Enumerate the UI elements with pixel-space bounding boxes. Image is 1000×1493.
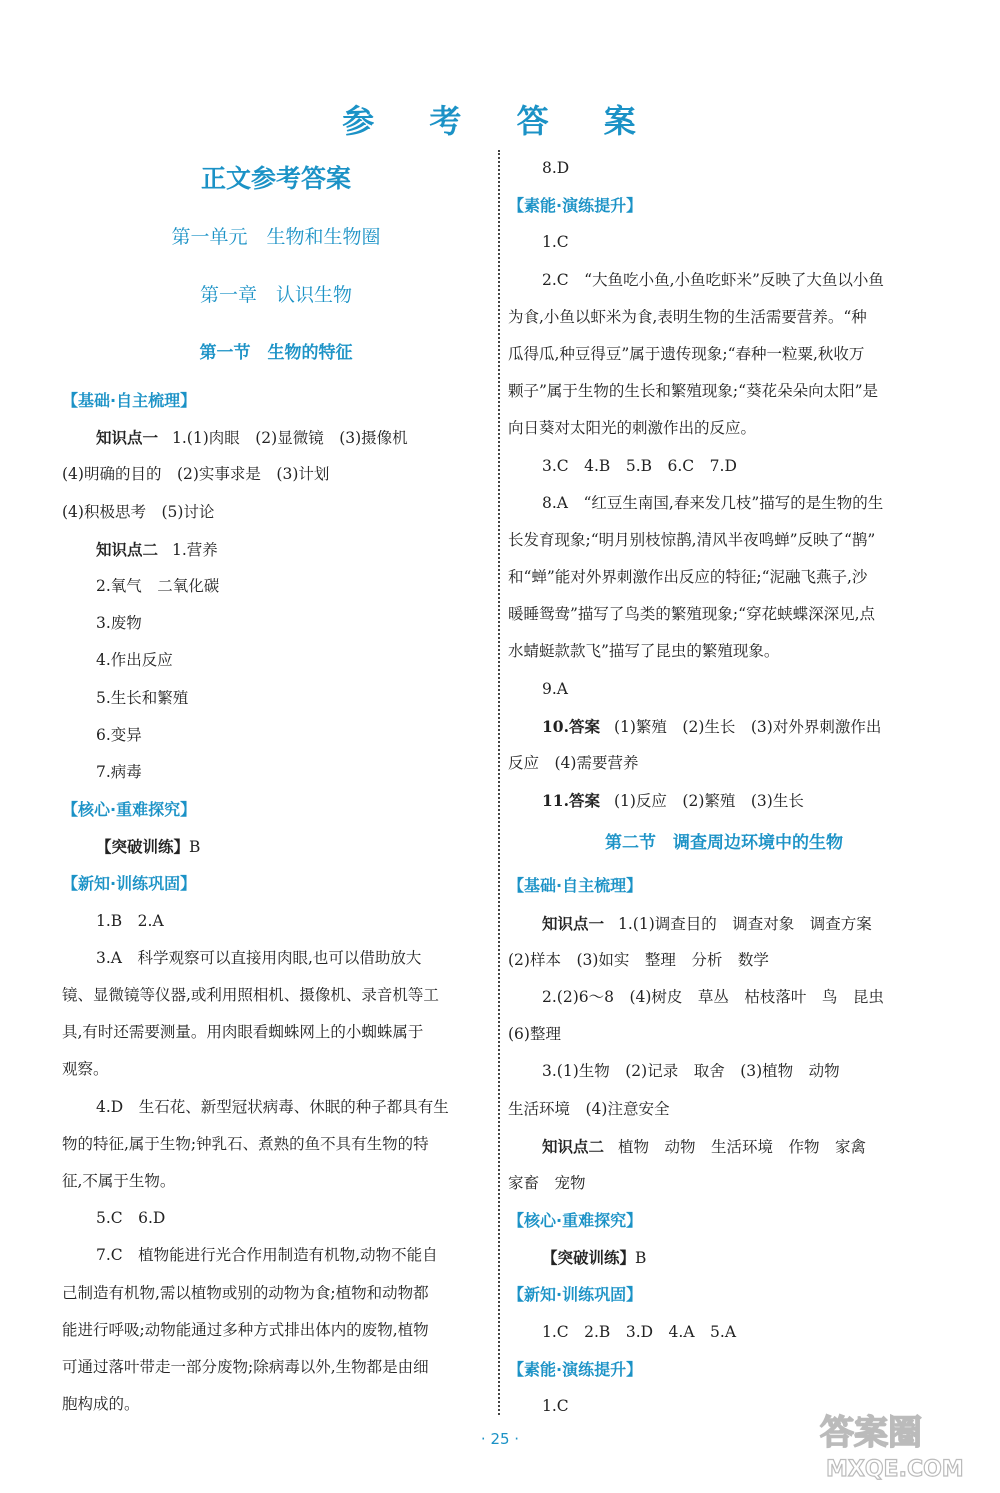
answer-line: 8.A “红豆生南国,春来发几枝”描写的是生物的生	[542, 493, 884, 512]
answer-line: 1.B 2.A	[96, 911, 164, 930]
answer-line: 4.D 生石花、新型冠状病毒、休眠的种子都具有生	[96, 1097, 449, 1116]
answer-line: 能进行呼吸;动物能通过多种方式排出体内的废物,植物	[62, 1320, 429, 1339]
answer-line: 【突破训练】B	[542, 1248, 647, 1268]
knowledge-label: 知识点二	[96, 539, 159, 559]
unit-heading: 第一单元 生物和生物圈	[171, 226, 381, 248]
tag-core: 【核心·重难探究】	[62, 800, 197, 820]
answer-line: 知识点一 1.(1)肉眼 (2)显微镜 (3)摄像机	[96, 428, 408, 448]
answer-line: (6)整理	[508, 1025, 561, 1044]
answer-line: 长发育现象;“明月别枝惊鹊,清风半夜鸣蝉”反映了“鹊”	[508, 530, 876, 549]
answer-line: 【突破训练】B	[96, 837, 201, 857]
tag-suneng: 【素能·演练提升】	[508, 196, 643, 216]
answer-line: 3.废物	[96, 614, 142, 633]
answer-line: 5.C 6.D	[96, 1209, 166, 1228]
answer-line: 1.C	[542, 233, 569, 252]
answer-line: 2.(2)6～8 (4)树皮 草丛 枯枝落叶 鸟 昆虫	[542, 987, 884, 1006]
column-divider	[498, 150, 500, 1415]
answer-line: 3.C 4.B 5.B 6.C 7.D	[542, 456, 737, 475]
watermark-logo	[812, 1404, 992, 1484]
tag-core: 【核心·重难探究】	[508, 1211, 643, 1231]
answer-line: 7.C 植物能进行光合作用制造有机物,动物不能自	[96, 1246, 438, 1265]
answer-line: (4)明确的目的 (2)实事求是 (3)计划	[62, 465, 330, 484]
svg-text:答案圈: 答案圈	[820, 1413, 922, 1453]
svg-text:MXQE.COM: MXQE.COM	[826, 1457, 964, 1482]
answer-line: 8.D	[542, 159, 570, 177]
left-column	[62, 150, 490, 1423]
answer-line: 7.病毒	[96, 762, 142, 781]
tag-basic: 【基础·自主梳理】	[508, 876, 643, 896]
answer-line: 10.答案 (1)繁殖 (2)生长 (3)对外界刺激作出	[542, 716, 882, 736]
answer-line: 镜、显微镜等仪器,或利用照相机、摄像机、录音机等工	[62, 986, 439, 1004]
answer-line: 3.A 科学观察可以直接用肉眼,也可以借助放大	[96, 948, 422, 967]
section-title: 第一节 生物的特征	[199, 343, 353, 363]
answer-line: 水蜻蜓款款飞”描写了昆虫的繁殖现象。	[508, 642, 780, 661]
answer-line: 可通过落叶带走一部分废物;除病毒以外,生物都是由细	[62, 1357, 429, 1376]
tag-suneng: 【素能·演练提升】	[508, 1359, 643, 1379]
answer-line: 暖睡鸳鸯”描写了鸟类的繁殖现象;“穿花蛱蝶深深见,点	[508, 605, 875, 624]
answer-line: 4.作出反应	[96, 651, 173, 670]
knowledge-label: 知识点一	[542, 913, 605, 933]
answer-line: 家畜 宠物	[508, 1173, 586, 1192]
page-title: 参 考 答 案	[342, 102, 658, 140]
page-number: · 25 ·	[480, 1430, 520, 1448]
answer-line: 具,有时还需要测量。用肉眼看蜘蛛网上的小蜘蛛属于	[62, 1023, 424, 1042]
answer-line: 知识点一 1.(1)调查目的 调查对象 调查方案	[542, 913, 872, 933]
answer-line: 1.C	[542, 1397, 569, 1415]
answer-line: 为食,小鱼以虾米为食,表明生物的生活需要营养。“种	[508, 307, 867, 326]
right-column	[508, 150, 940, 1425]
answer-line: 6.变异	[96, 725, 142, 744]
answer-line: 颗子”属于生物的生长和繁殖现象;“葵花朵朵向太阳”是	[508, 382, 878, 401]
answer-line: 生活环境 (4)注意安全	[508, 1099, 670, 1118]
answer-line: 3.(1)生物 (2)记录 取舍 (3)植物 动物	[542, 1062, 840, 1081]
answer-line: 和“蝉”能对外界刺激作出反应的特征;“泥融飞燕子,沙	[508, 568, 868, 587]
tag-basic: 【基础·自主梳理】	[62, 391, 197, 410]
answer-line: 5.生长和繁殖	[96, 688, 189, 707]
answer-line: 反应 (4)需要营养	[508, 754, 639, 772]
answer-line: 11.答案 (1)反应 (2)繁殖 (3)生长	[542, 791, 804, 811]
chapter-heading: 第一章 认识生物	[199, 284, 352, 306]
answer-line: 物的特征,属于生物;钟乳石、煮熟的鱼不具有生物的特	[62, 1134, 429, 1153]
answer-line: 向日葵对太阳光的刺激作出的反应。	[508, 419, 757, 438]
knowledge-label: 知识点一	[96, 428, 159, 448]
answer-line: 瓜得瓜,种豆得豆”属于遗传现象;“春种一粒粟,秋收万	[508, 344, 865, 363]
answer-line: 知识点二 1.营养	[96, 539, 218, 559]
section-title: 第二节 调查周边环境中的生物	[605, 833, 843, 854]
answer-line: 己制造有机物,需以植物或别的动物为食;植物和动物都	[62, 1283, 429, 1302]
answer-line: 观察。	[62, 1060, 109, 1079]
tag-new: 【新知·训练巩固】	[62, 874, 197, 894]
answer-line: 2.氧气 二氧化碳	[96, 576, 220, 595]
answer-line: 2.C “大鱼吃小鱼,小鱼吃虾米”反映了大鱼以小鱼	[542, 270, 884, 289]
answer-line: (2)样本 (3)如实 整理 分析 数学	[508, 950, 769, 969]
answer-line: 1.C 2.B 3.D 4.A 5.A	[542, 1322, 737, 1341]
answer-line: 胞构成的。	[62, 1395, 140, 1414]
answer-line: (4)积极思考 (5)讨论	[62, 502, 215, 521]
answer-line: 征,不属于生物。	[62, 1171, 176, 1190]
knowledge-label: 知识点二	[542, 1136, 605, 1156]
answer-line: 知识点二 植物 动物 生活环境 作物 家禽	[542, 1136, 867, 1156]
tag-new: 【新知·训练巩固】	[508, 1285, 643, 1305]
answer-line: 9.A	[542, 679, 568, 698]
section-heading: 正文参考答案	[200, 164, 351, 193]
